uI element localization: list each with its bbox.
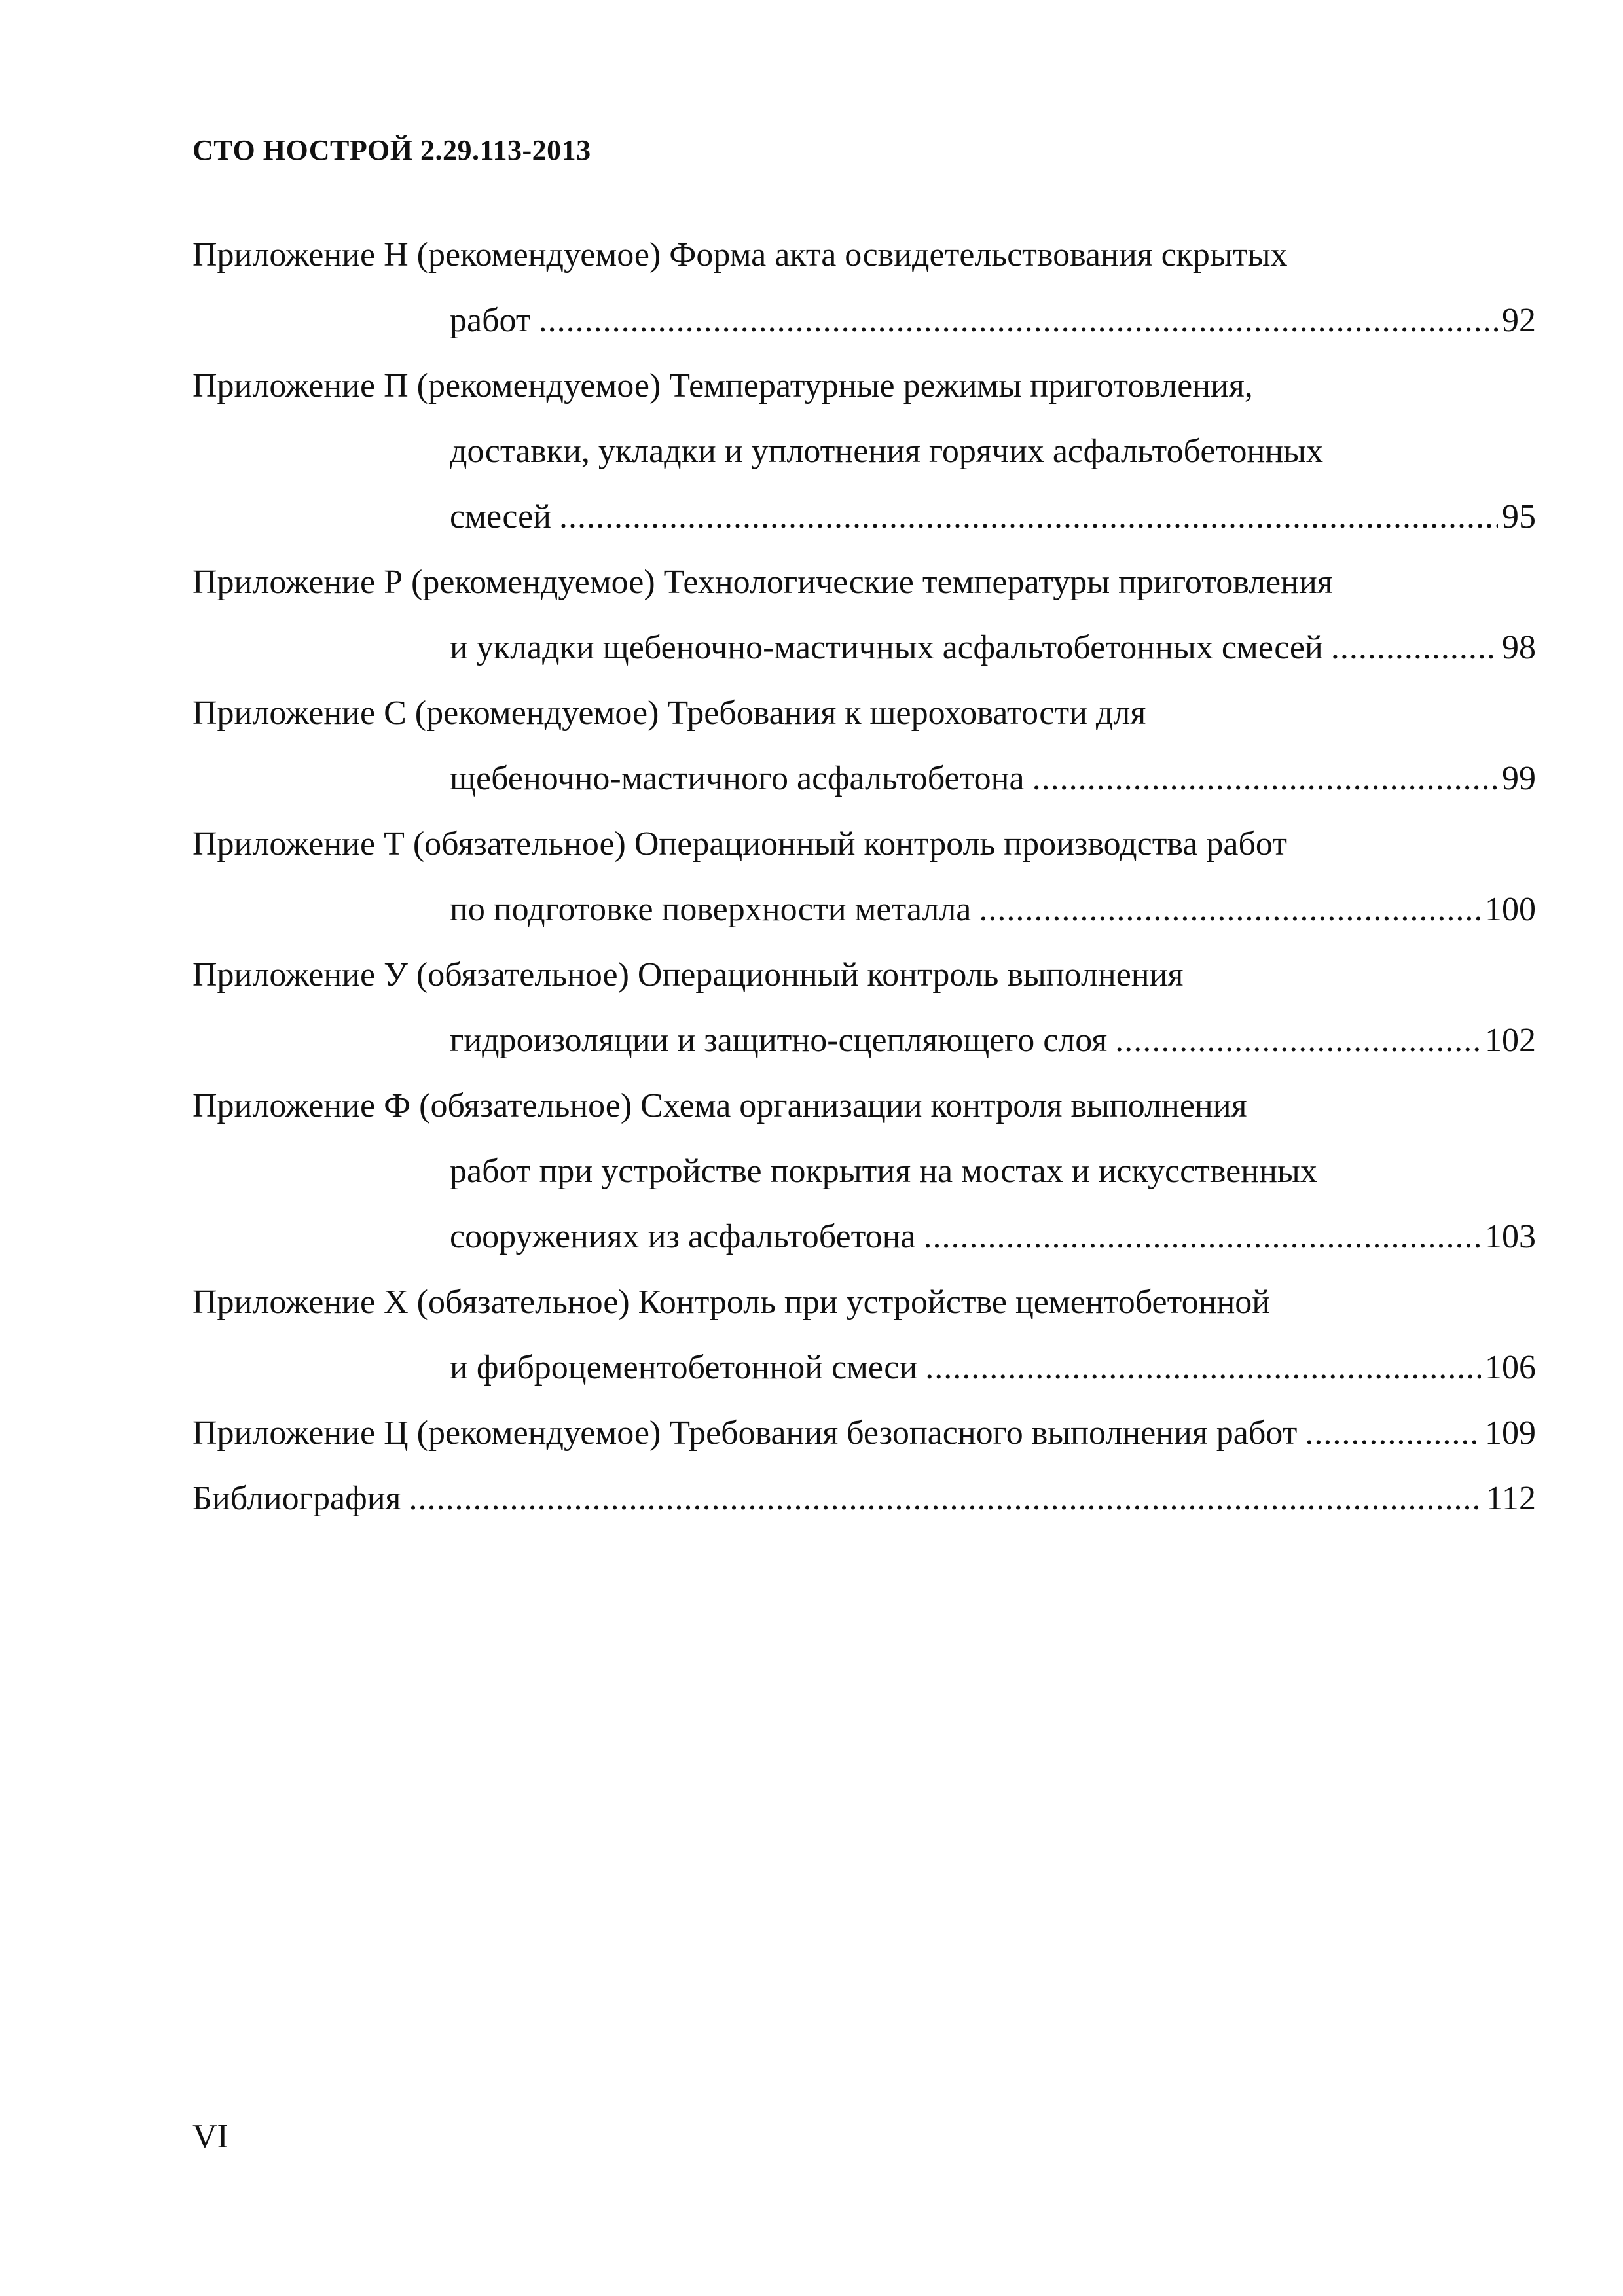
toc-entry-title-continued: доставки, укладки и уплотнения горячих асфальтобетонных	[450, 433, 1324, 470]
toc-entry-last-line	[192, 877, 1536, 942]
dot-leader	[539, 288, 1498, 353]
dot-leader	[979, 877, 1481, 942]
toc-page-number: 102	[1485, 1022, 1536, 1059]
toc-page-number: 92	[1502, 302, 1536, 339]
toc-entry-last-line	[192, 484, 1536, 550]
toc-entry[interactable]	[192, 223, 1536, 353]
toc-page-number: 100	[1485, 891, 1536, 928]
toc-entry-last-line	[192, 288, 1536, 353]
toc-entry-title: Приложение Н (рекомендуемое) Форма акта освидетельствования скрытых	[192, 236, 1288, 274]
toc-entry-title-continued: работ при устройстве покрытия на мостах и искусственных	[450, 1153, 1317, 1190]
dot-leader	[1331, 615, 1498, 681]
toc-entry-last-line	[192, 1335, 1536, 1401]
toc-page-number: 109	[1485, 1414, 1536, 1452]
toc-entry-title-end: щебеночно-мастичного асфальтобетона	[450, 760, 1025, 797]
dot-leader	[925, 1335, 1481, 1401]
document-code: СТО НОСТРОЙ 2.29.113-2013	[192, 134, 591, 166]
toc-entry-title-end: и фиброцементобетонной смеси	[450, 1349, 918, 1386]
toc-entry-title-end: сооружениях из асфальтобетона	[450, 1218, 916, 1255]
toc-entry[interactable]	[192, 1270, 1536, 1401]
toc-entry-title-end: Библиография	[192, 1480, 401, 1517]
toc-entry-title: Приложение Ф (обязательное) Схема организации контроля выполнения	[192, 1087, 1247, 1124]
page-number: VI	[192, 2118, 228, 2155]
toc-entry[interactable]	[192, 550, 1536, 681]
dot-leader	[1032, 746, 1498, 812]
toc-entry-last-line	[192, 746, 1536, 812]
toc-entry[interactable]	[192, 812, 1536, 942]
toc-entry-title: Приложение Р (рекомендуемое) Технологические температуры приготовления	[192, 564, 1333, 601]
dot-leader	[409, 1466, 1482, 1532]
toc-entry-title: Приложение Т (обязательное) Операционный контроль производства работ	[192, 825, 1287, 863]
toc-entry-title-end: работ	[450, 302, 531, 339]
toc-entry[interactable]	[192, 942, 1536, 1073]
toc-entry-title: Приложение Х (обязательное) Контроль при устройстве цементобетонной	[192, 1283, 1271, 1321]
toc-page-number: 98	[1502, 629, 1536, 666]
toc-entry-title-end: смесей	[450, 498, 551, 535]
toc-page-number: 112	[1486, 1480, 1536, 1517]
toc-entry-title-end: по подготовке поверхности металла	[450, 891, 972, 928]
toc-entry-title-end: и укладки щебеночно-мастичных асфальтобетонных смесей	[450, 629, 1323, 666]
toc-entry-title-end: гидроизоляции и защитно-сцепляющего слоя	[450, 1022, 1108, 1059]
toc-entry-last-line	[192, 1401, 1536, 1466]
toc-entry[interactable]	[192, 353, 1536, 550]
toc-entry-title: Приложение С (рекомендуемое) Требования к шероховатости для	[192, 694, 1146, 732]
toc-page-number: 106	[1485, 1349, 1536, 1386]
toc-page-number: 99	[1502, 760, 1536, 797]
toc-entry-last-line	[192, 615, 1536, 681]
toc-entry-last-line	[192, 1204, 1536, 1270]
dot-leader	[1305, 1401, 1481, 1466]
toc-entry-last-line	[192, 1466, 1536, 1532]
dot-leader	[559, 484, 1498, 550]
toc-entry[interactable]	[192, 681, 1536, 812]
toc-entry-title: Приложение У (обязательное) Операционный контроль выполнения	[192, 956, 1184, 994]
toc-entry[interactable]	[192, 1073, 1536, 1270]
toc-page-number: 95	[1502, 498, 1536, 535]
table-of-contents	[192, 223, 1536, 1532]
toc-entry-title-end: Приложение Ц (рекомендуемое) Требования безопасного выполнения работ	[192, 1414, 1298, 1452]
toc-entry-title: Приложение П (рекомендуемое) Температурные режимы приготовления,	[192, 367, 1253, 404]
toc-entry[interactable]	[192, 1466, 1536, 1532]
toc-entry-last-line	[192, 1008, 1536, 1073]
toc-page-number: 103	[1485, 1218, 1536, 1255]
dot-leader	[1115, 1008, 1481, 1073]
toc-entry[interactable]	[192, 1401, 1536, 1466]
dot-leader	[924, 1204, 1481, 1270]
